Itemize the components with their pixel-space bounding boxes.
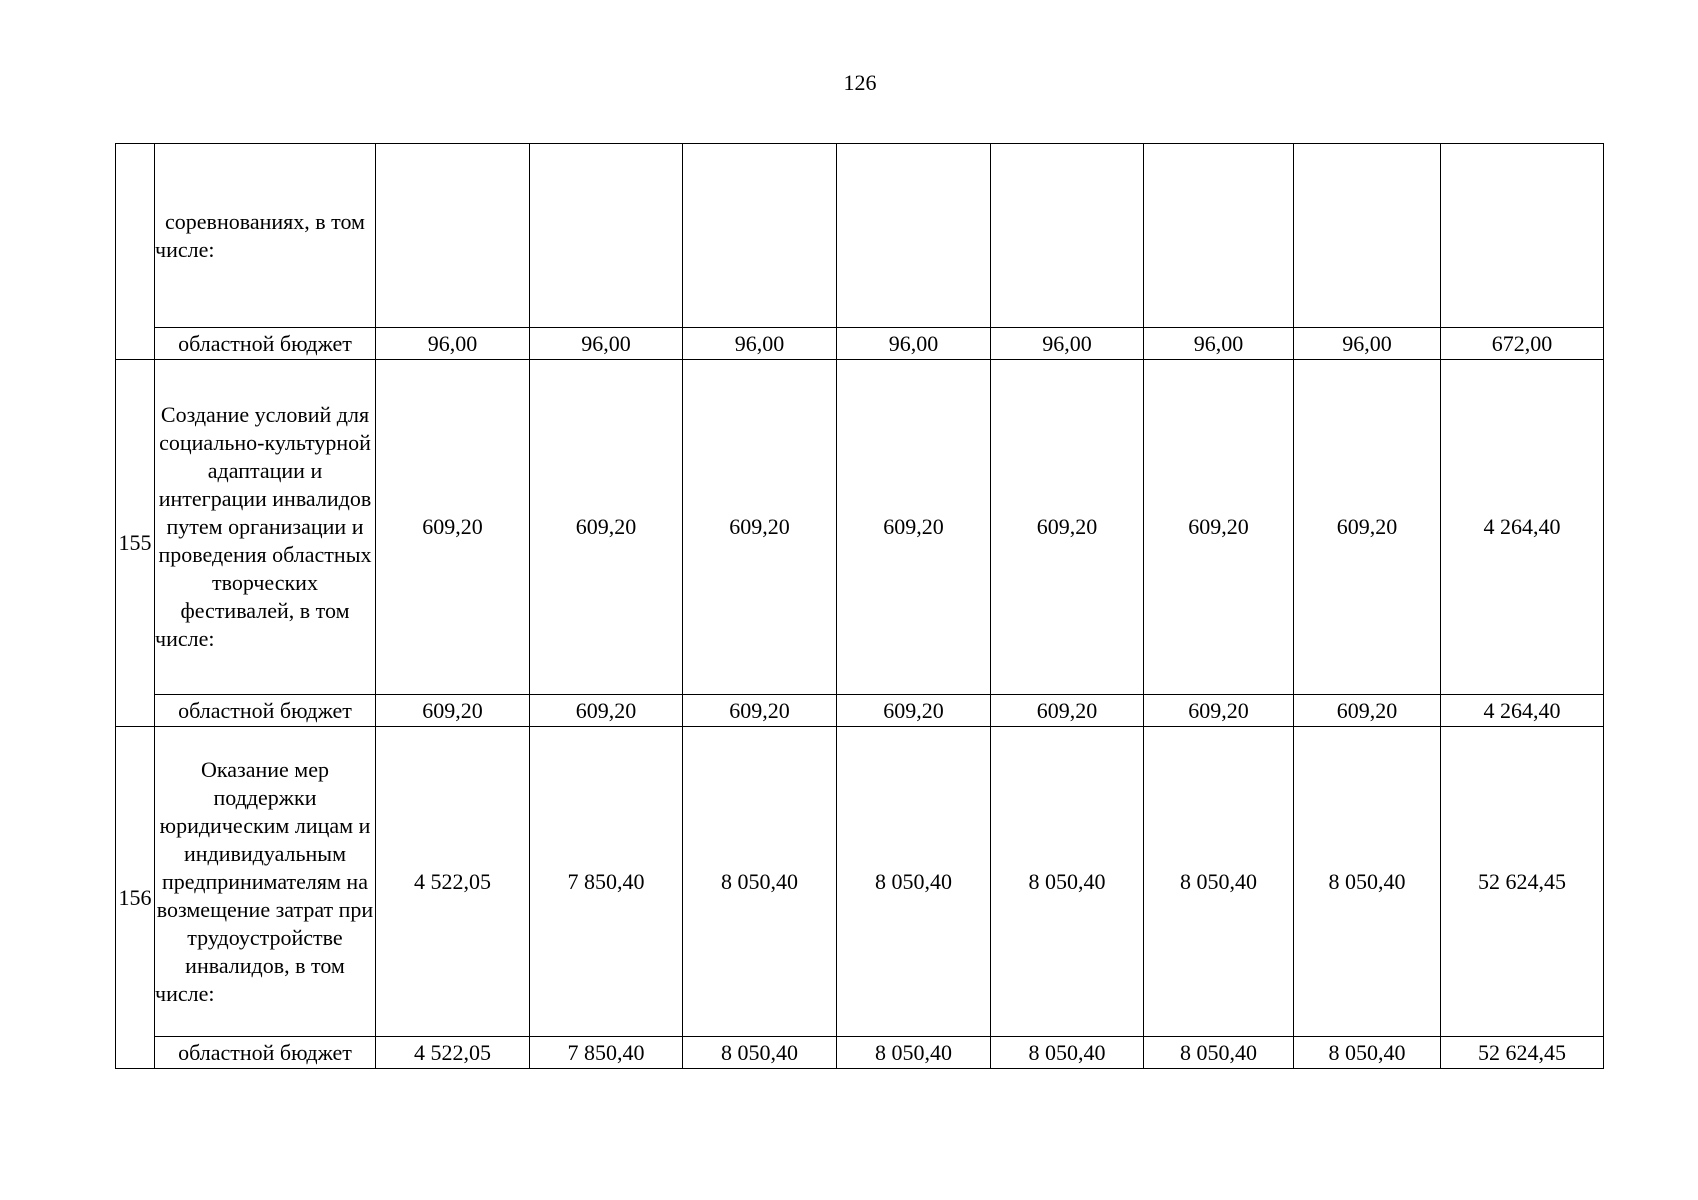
budget-value-cell: 96,00: [376, 328, 530, 360]
budget-value-cell: 96,00: [991, 328, 1144, 360]
value-cell: 4 522,05: [376, 727, 530, 1037]
budget-total-cell: 672,00: [1441, 328, 1604, 360]
budget-value-cell: 609,20: [376, 695, 530, 727]
value-cell: 609,20: [1144, 360, 1294, 695]
budget-value-cell: 609,20: [1144, 695, 1294, 727]
budget-value-cell: 8 050,40: [1144, 1037, 1294, 1069]
value-cell: 7 850,40: [530, 727, 683, 1037]
value-cell: 609,20: [376, 360, 530, 695]
budget-value-cell: 96,00: [837, 328, 991, 360]
budget-value-cell: 8 050,40: [837, 1037, 991, 1069]
budget-value-cell: 7 850,40: [530, 1037, 683, 1069]
total-cell: [1441, 144, 1604, 328]
page-number: 126: [843, 70, 877, 95]
budget-table: [115, 143, 1604, 1069]
description-cell: соревнованиях, в том числе:: [155, 144, 376, 328]
row-number-cell: [116, 144, 155, 360]
row-number-cell: 156: [116, 727, 155, 1069]
value-cell: [1294, 144, 1441, 328]
budget-total-cell: 52 624,45: [1441, 1037, 1604, 1069]
value-cell: 609,20: [530, 360, 683, 695]
value-cell: [683, 144, 837, 328]
budget-label-cell: областной бюджет: [155, 695, 376, 727]
value-cell: [1144, 144, 1294, 328]
budget-value-cell: 609,20: [683, 695, 837, 727]
value-cell: 609,20: [837, 360, 991, 695]
budget-value-cell: 96,00: [530, 328, 683, 360]
budget-row: [116, 328, 1604, 360]
value-cell: [530, 144, 683, 328]
value-cell: 8 050,40: [837, 727, 991, 1037]
description-cell: Оказание мер поддержки юридическим лицам и индивидуальным предпринимателям на возмещение затрат при трудоустройстве инвалидов, в том числе:: [155, 727, 376, 1037]
budget-value-cell: 609,20: [530, 695, 683, 727]
budget-value-cell: 96,00: [683, 328, 837, 360]
value-cell: 8 050,40: [1144, 727, 1294, 1037]
total-cell: 4 264,40: [1441, 360, 1604, 695]
budget-label-cell: областной бюджет: [155, 1037, 376, 1069]
budget-value-cell: 4 522,05: [376, 1037, 530, 1069]
budget-row: [116, 1037, 1604, 1069]
value-cell: [991, 144, 1144, 328]
value-cell: [376, 144, 530, 328]
total-cell: 52 624,45: [1441, 727, 1604, 1037]
budget-value-cell: 8 050,40: [1294, 1037, 1441, 1069]
table-row: [116, 360, 1604, 695]
table-row: [116, 144, 1604, 328]
budget-value-cell: 609,20: [837, 695, 991, 727]
value-cell: 8 050,40: [683, 727, 837, 1037]
budget-total-cell: 4 264,40: [1441, 695, 1604, 727]
budget-value-cell: 8 050,40: [683, 1037, 837, 1069]
value-cell: 609,20: [1294, 360, 1441, 695]
budget-value-cell: 8 050,40: [991, 1037, 1144, 1069]
budget-value-cell: 609,20: [991, 695, 1144, 727]
budget-value-cell: 96,00: [1144, 328, 1294, 360]
value-cell: 609,20: [991, 360, 1144, 695]
budget-label-cell: областной бюджет: [155, 328, 376, 360]
budget-value-cell: 609,20: [1294, 695, 1441, 727]
value-cell: 8 050,40: [1294, 727, 1441, 1037]
table-row: [116, 727, 1604, 1037]
value-cell: 8 050,40: [991, 727, 1144, 1037]
value-cell: [837, 144, 991, 328]
budget-value-cell: 96,00: [1294, 328, 1441, 360]
budget-row: [116, 695, 1604, 727]
description-cell: Создание условий для социально-культурной адаптации и интеграции инвалидов путем организации и проведения областных творческих фестивалей, в том числе:: [155, 360, 376, 695]
row-number-cell: 155: [116, 360, 155, 727]
value-cell: 609,20: [683, 360, 837, 695]
